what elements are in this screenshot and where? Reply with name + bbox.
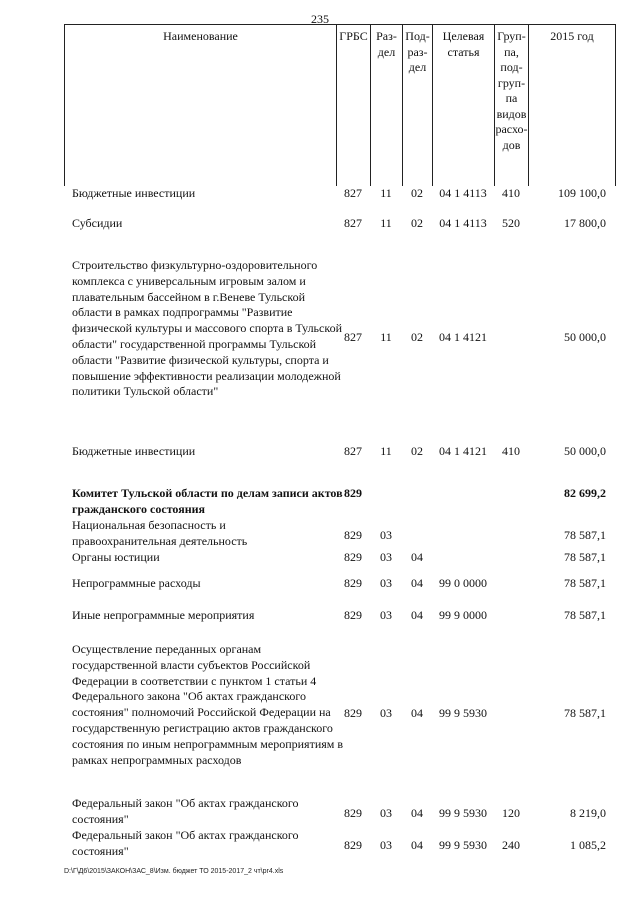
row-grbs: 829 xyxy=(344,576,362,590)
row-celevaya: 04 1 4113 xyxy=(439,216,487,230)
row-podrazdel: 04 xyxy=(411,608,423,622)
row-podrazdel: 02 xyxy=(411,444,423,458)
row-name: Бюджетные инвестиции xyxy=(72,444,196,458)
row-celevaya: 99 0 0000 xyxy=(439,576,487,590)
row-grbs: 829 xyxy=(344,550,362,564)
header-razdel: Раз- дел xyxy=(371,25,403,186)
row-razdel: 03 xyxy=(380,550,392,564)
row-podrazdel: 02 xyxy=(411,330,423,344)
row-sum: 1 085,2 xyxy=(570,838,606,852)
row-grbs: 829 xyxy=(344,608,362,622)
row-celevaya: 04 1 4121 xyxy=(439,444,487,458)
row-podrazdel: 02 xyxy=(411,186,423,200)
header-year: 2015 год xyxy=(550,29,594,43)
row-razdel: 03 xyxy=(380,576,392,590)
row-podrazdel: 02 xyxy=(411,216,423,230)
row-razdel: 11 xyxy=(380,444,392,458)
row-celevaya: 99 9 5930 xyxy=(439,838,487,852)
row-razdel: 03 xyxy=(380,528,392,542)
row-sum: 78 587,1 xyxy=(564,576,606,590)
header-grbs: ГРБС xyxy=(337,25,371,186)
table-header xyxy=(64,24,616,186)
row-sum: 109 100,0 xyxy=(558,186,606,200)
row-name: Бюджетные инвестиции xyxy=(72,186,196,200)
row-name: Иные непрограммные мероприятия xyxy=(72,608,255,622)
row-sum: 17 800,0 xyxy=(564,216,606,230)
row-sum: 50 000,0 xyxy=(564,444,606,458)
row-sum: 78 587,1 xyxy=(564,608,606,622)
file-path-footer: D:\Г\Д6\2015\ЗАКОН\ЗАС_8\Изм. бюджет ТО 2015-2017_2 чт\pr4.xls xyxy=(64,868,284,875)
row-razdel: 03 xyxy=(380,806,392,820)
row-celevaya: 99 9 5930 xyxy=(439,706,487,720)
row-name: Федеральный закон "Об актах гражданского состояния" xyxy=(72,828,299,858)
row-gruppa: 120 xyxy=(502,806,520,820)
row-sum: 78 587,1 xyxy=(564,528,606,542)
row-name: Непрограммные расходы xyxy=(72,576,201,590)
row-grbs: 829 xyxy=(344,806,362,820)
row-name: Комитет Тульской области по делам записи актов гражданского состояния xyxy=(72,486,343,516)
row-sum: 50 000,0 xyxy=(564,330,606,344)
row-celevaya: 99 9 0000 xyxy=(439,608,487,622)
row-name: Строительство физкультурно-оздоровительного комплекса с универсальным игровым залом и плавательным бассейном в г.Веневе Тульской области в рамках подпрограммы "Развитие физической культуры и массового спорта в Тульской области" государственной программы Тульской области "Развитие физической культуры, спорта и повышение эффективности реализации молодежной политики Тульской области" xyxy=(72,258,342,399)
row-gruppa: 410 xyxy=(502,186,520,200)
row-grbs: 829 xyxy=(344,528,362,542)
header-podrazdel: Под- раз- дел xyxy=(403,25,433,186)
row-name: Органы юстиции xyxy=(72,550,160,564)
row-podrazdel: 04 xyxy=(411,576,423,590)
row-podrazdel: 04 xyxy=(411,806,423,820)
header-gruppa: Груп- па, под- груп- па видов расхо- дов xyxy=(495,25,529,186)
row-gruppa: 520 xyxy=(502,216,520,230)
row-sum: 78 587,1 xyxy=(564,706,606,720)
row-grbs: 827 xyxy=(344,444,362,458)
header-name: Наименование xyxy=(65,25,337,186)
row-celevaya: 99 9 5930 xyxy=(439,806,487,820)
row-grbs: 827 xyxy=(344,330,362,344)
row-grbs: 829 xyxy=(344,706,362,720)
row-razdel: 11 xyxy=(380,216,392,230)
row-razdel: 11 xyxy=(380,186,392,200)
row-sum: 78 587,1 xyxy=(564,550,606,564)
row-razdel: 03 xyxy=(380,706,392,720)
row-podrazdel: 04 xyxy=(411,838,423,852)
row-sum: 8 219,0 xyxy=(570,806,606,820)
row-name: Субсидии xyxy=(72,216,123,230)
row-podrazdel: 04 xyxy=(411,706,423,720)
row-name: Федеральный закон "Об актах гражданского состояния" xyxy=(72,796,299,826)
row-name: Национальная безопасность и правоохранительная деятельность xyxy=(72,518,248,548)
row-razdel: 03 xyxy=(380,838,392,852)
row-grbs: 827 xyxy=(344,186,362,200)
row-gruppa: 240 xyxy=(502,838,520,852)
row-grbs: 829 xyxy=(344,486,362,500)
row-podrazdel: 04 xyxy=(411,550,423,564)
row-celevaya: 04 1 4113 xyxy=(439,186,487,200)
page-number: 235 xyxy=(311,12,329,26)
row-razdel: 11 xyxy=(380,330,392,344)
row-grbs: 827 xyxy=(344,216,362,230)
row-celevaya: 04 1 4121 xyxy=(439,330,487,344)
row-sum: 82 699,2 xyxy=(564,486,606,500)
row-razdel: 03 xyxy=(380,608,392,622)
row-gruppa: 410 xyxy=(502,444,520,458)
row-name: Осуществление переданных органам государственной власти субъектов Российской Федерации в соответствии с пунктом 1 статьи 4 Федерального закона "Об актах гражданского состояния" полномочий Российской Федерации на государственную регистрацию актов гражданского состояния по иным непрограммным мероприятиям в рамках непрограммных расходов xyxy=(72,642,344,767)
row-grbs: 829 xyxy=(344,838,362,852)
header-celevaya: Целевая статья xyxy=(433,25,495,186)
